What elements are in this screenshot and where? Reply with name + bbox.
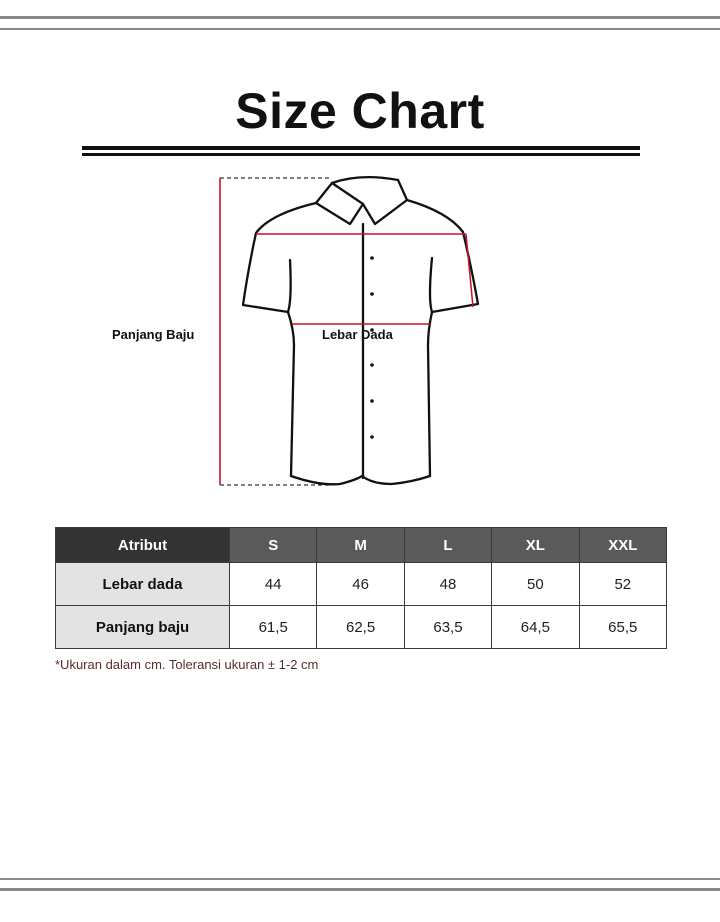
table-header-row: [56, 528, 667, 563]
table-cell: 65,5: [579, 606, 666, 649]
table-row-length: [56, 606, 667, 649]
table-cell: 63,5: [404, 606, 491, 649]
top-border-line: [0, 16, 720, 19]
header-size-s: S: [230, 528, 317, 563]
table-row-chest: [56, 563, 667, 606]
header-size-m: M: [317, 528, 404, 563]
page-title: Size Chart: [235, 83, 485, 139]
bottom-border-line-inner: [0, 878, 720, 880]
length-label: Panjang Baju: [112, 327, 195, 342]
row-label-chest: Lebar dada: [56, 563, 230, 606]
header-size-xxl: XXL: [579, 528, 666, 563]
size-footnote: *Ukuran dalam cm. Toleransi ukuran ± 1-2 cm: [55, 657, 319, 672]
header-attribute: Atribut: [56, 528, 230, 563]
table-cell: 44: [230, 563, 317, 606]
table-cell: 64,5: [492, 606, 579, 649]
header-size-l: L: [404, 528, 491, 563]
shirt-buttons: [370, 256, 374, 439]
table-cell: 46: [317, 563, 404, 606]
table-cell: 50: [492, 563, 579, 606]
table-cell: 61,5: [230, 606, 317, 649]
row-label-length: Panjang baju: [56, 606, 230, 649]
title-underline-thick: [82, 146, 640, 150]
table-cell: 48: [404, 563, 491, 606]
table-cell: 62,5: [317, 606, 404, 649]
size-table: [55, 527, 667, 649]
header-size-xl: XL: [492, 528, 579, 563]
chest-label: Lebar Dada: [322, 327, 393, 342]
top-border-line-inner: [0, 28, 720, 30]
table-cell: 52: [579, 563, 666, 606]
title-underline-thin: [82, 153, 640, 156]
bottom-border-line: [0, 888, 720, 891]
